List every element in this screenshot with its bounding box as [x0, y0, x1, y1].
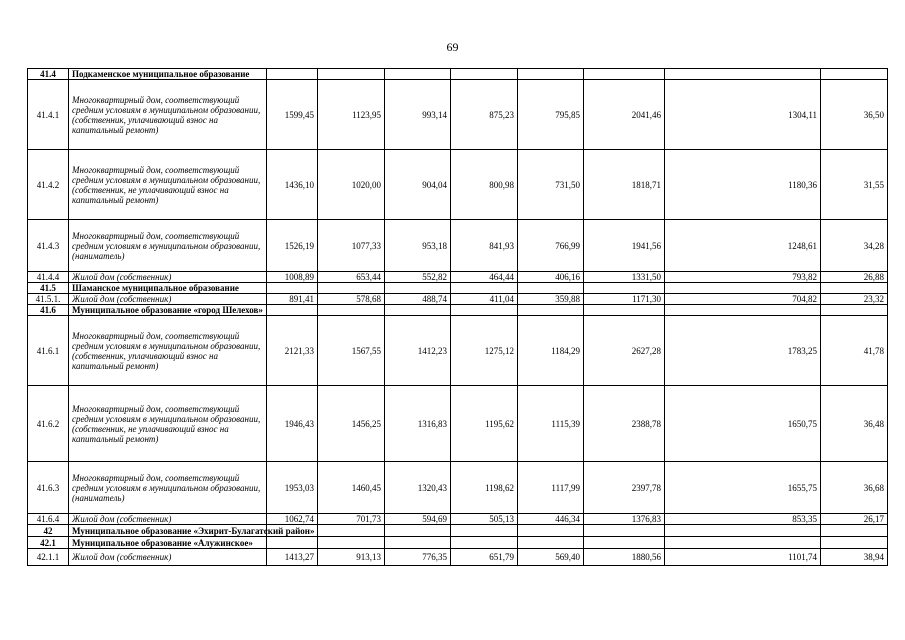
row-description: Жилой дом (собственник)	[69, 514, 267, 525]
table-row	[28, 514, 888, 525]
value-cell: 1304,11	[665, 80, 821, 150]
row-description: Многоквартирный дом, соответствующий средним условиям в муниципальном образовании, (собственник, уплачивающий взнос на капитальный ремонт)	[69, 80, 267, 150]
value-cell: 1020,00	[318, 150, 385, 220]
value-cell: 1008,89	[267, 272, 318, 283]
empty-cell	[451, 525, 518, 537]
value-cell: 1117,99	[518, 462, 584, 514]
value-cell: 1180,36	[665, 150, 821, 220]
empty-cell	[318, 305, 385, 316]
empty-cell	[665, 283, 821, 294]
section-title: Муниципальное образование «Эхирит-Булагатский район»	[69, 525, 267, 537]
value-cell: 41,78	[821, 316, 888, 386]
value-cell: 875,23	[451, 80, 518, 150]
table-row	[28, 272, 888, 283]
empty-cell	[385, 305, 451, 316]
row-code: 41.5.1.	[28, 294, 69, 305]
row-description: Многоквартирный дом, соответствующий средним условиям в муниципальном образовании, (собственник, не уплачивающий взнос на капитальный ремонт)	[69, 150, 267, 220]
value-cell: 2121,33	[267, 316, 318, 386]
value-cell: 891,41	[267, 294, 318, 305]
empty-cell	[584, 283, 665, 294]
empty-cell	[665, 69, 821, 80]
value-cell: 1198,62	[451, 462, 518, 514]
value-cell: 1436,10	[267, 150, 318, 220]
empty-cell	[385, 283, 451, 294]
value-cell: 36,68	[821, 462, 888, 514]
table-row	[28, 220, 888, 272]
empty-cell	[584, 305, 665, 316]
empty-cell	[267, 537, 318, 549]
empty-cell	[267, 305, 318, 316]
value-cell: 853,35	[665, 514, 821, 525]
value-cell: 1655,75	[665, 462, 821, 514]
section-row	[28, 305, 888, 316]
value-cell: 1599,45	[267, 80, 318, 150]
value-cell: 2041,46	[584, 80, 665, 150]
section-row	[28, 525, 888, 537]
row-description: Жилой дом (собственник)	[69, 294, 267, 305]
value-cell: 653,44	[318, 272, 385, 283]
value-cell: 1184,29	[518, 316, 584, 386]
value-cell: 2388,78	[584, 386, 665, 462]
value-cell: 1171,30	[584, 294, 665, 305]
value-cell: 505,13	[451, 514, 518, 525]
value-cell: 36,48	[821, 386, 888, 462]
table-row	[28, 80, 888, 150]
empty-cell	[518, 537, 584, 549]
empty-cell	[584, 69, 665, 80]
empty-cell	[518, 305, 584, 316]
value-cell: 26,17	[821, 514, 888, 525]
value-cell: 1818,71	[584, 150, 665, 220]
empty-cell	[318, 525, 385, 537]
value-cell: 1195,62	[451, 386, 518, 462]
value-cell: 1783,25	[665, 316, 821, 386]
value-cell: 2397,78	[584, 462, 665, 514]
row-code: 42.1	[28, 537, 69, 549]
value-cell: 1953,03	[267, 462, 318, 514]
row-code: 41.6	[28, 305, 69, 316]
row-code: 41.4.3	[28, 220, 69, 272]
table-row	[28, 462, 888, 514]
value-cell: 651,79	[451, 549, 518, 566]
value-cell: 953,18	[385, 220, 451, 272]
section-title: Муниципальное образование «Алужинское»	[69, 537, 267, 549]
empty-cell	[451, 537, 518, 549]
table-row	[28, 549, 888, 566]
value-cell: 446,34	[518, 514, 584, 525]
row-code: 41.4.4	[28, 272, 69, 283]
value-cell: 26,88	[821, 272, 888, 283]
value-cell: 793,82	[665, 272, 821, 283]
value-cell: 1123,95	[318, 80, 385, 150]
empty-cell	[451, 305, 518, 316]
value-cell: 411,04	[451, 294, 518, 305]
empty-cell	[518, 525, 584, 537]
row-description: Многоквартирный дом, соответствующий средним условиям в муниципальном образовании, (собственник, уплачивающий взнос на капитальный ремонт)	[69, 316, 267, 386]
section-title: Шаманское муниципальное образование	[69, 283, 267, 294]
value-cell: 552,82	[385, 272, 451, 283]
section-row	[28, 537, 888, 549]
value-cell: 1456,25	[318, 386, 385, 462]
row-code: 41.5	[28, 283, 69, 294]
value-cell: 36,50	[821, 80, 888, 150]
value-cell: 1567,55	[318, 316, 385, 386]
empty-cell	[821, 305, 888, 316]
value-cell: 31,55	[821, 150, 888, 220]
empty-cell	[821, 537, 888, 549]
row-code: 42	[28, 525, 69, 537]
empty-cell	[584, 525, 665, 537]
empty-cell	[267, 283, 318, 294]
value-cell: 488,74	[385, 294, 451, 305]
value-cell: 1062,74	[267, 514, 318, 525]
row-description: Жилой дом (собственник)	[69, 272, 267, 283]
row-code: 41.4.1	[28, 80, 69, 150]
value-cell: 1376,83	[584, 514, 665, 525]
value-cell: 1331,50	[584, 272, 665, 283]
value-cell: 1412,23	[385, 316, 451, 386]
value-cell: 1320,43	[385, 462, 451, 514]
value-cell: 1101,74	[665, 549, 821, 566]
page-number: 69	[446, 40, 459, 54]
section-row	[28, 69, 888, 80]
row-description: Жилой дом (собственник)	[69, 549, 267, 566]
section-title: Подкаменское муниципальное образование	[69, 69, 267, 80]
tariff-table	[27, 68, 888, 566]
empty-cell	[665, 537, 821, 549]
empty-cell	[821, 525, 888, 537]
empty-cell	[318, 537, 385, 549]
value-cell: 704,82	[665, 294, 821, 305]
value-cell: 776,35	[385, 549, 451, 566]
row-code: 41.6.3	[28, 462, 69, 514]
value-cell: 569,40	[518, 549, 584, 566]
value-cell: 1941,56	[584, 220, 665, 272]
value-cell: 1275,12	[451, 316, 518, 386]
empty-cell	[821, 69, 888, 80]
value-cell: 406,16	[518, 272, 584, 283]
value-cell: 34,28	[821, 220, 888, 272]
value-cell: 1880,56	[584, 549, 665, 566]
empty-cell	[385, 525, 451, 537]
value-cell: 993,14	[385, 80, 451, 150]
empty-cell	[665, 305, 821, 316]
value-cell: 1460,45	[318, 462, 385, 514]
section-row	[28, 283, 888, 294]
row-code: 41.4.2	[28, 150, 69, 220]
empty-cell	[584, 537, 665, 549]
empty-cell	[385, 537, 451, 549]
value-cell: 464,44	[451, 272, 518, 283]
empty-cell	[385, 69, 451, 80]
empty-cell	[451, 283, 518, 294]
value-cell: 23,32	[821, 294, 888, 305]
empty-cell	[821, 283, 888, 294]
row-code: 41.4	[28, 69, 69, 80]
value-cell: 1650,75	[665, 386, 821, 462]
row-code: 41.6.1	[28, 316, 69, 386]
value-cell: 795,85	[518, 80, 584, 150]
value-cell: 594,69	[385, 514, 451, 525]
empty-cell	[318, 283, 385, 294]
value-cell: 2627,28	[584, 316, 665, 386]
empty-cell	[518, 69, 584, 80]
empty-cell	[267, 69, 318, 80]
value-cell: 904,04	[385, 150, 451, 220]
value-cell: 1946,43	[267, 386, 318, 462]
value-cell: 1077,33	[318, 220, 385, 272]
value-cell: 701,73	[318, 514, 385, 525]
row-code: 42.1.1	[28, 549, 69, 566]
value-cell: 731,50	[518, 150, 584, 220]
row-code: 41.6.4	[28, 514, 69, 525]
value-cell: 913,13	[318, 549, 385, 566]
value-cell: 1248,61	[665, 220, 821, 272]
section-title: Муниципальное образование «город Шелехов»	[69, 305, 267, 316]
row-description: Многоквартирный дом, соответствующий средним условиям в муниципальном образовании, (собственник, не уплачивающий взнос на капитальный ремонт)	[69, 386, 267, 462]
table-row	[28, 150, 888, 220]
table-row	[28, 294, 888, 305]
empty-cell	[318, 69, 385, 80]
empty-cell	[665, 525, 821, 537]
row-description: Многоквартирный дом, соответствующий средним условиям в муниципальном образовании, (наниматель)	[69, 462, 267, 514]
value-cell: 38,94	[821, 549, 888, 566]
value-cell: 766,99	[518, 220, 584, 272]
value-cell: 1115,39	[518, 386, 584, 462]
value-cell: 841,93	[451, 220, 518, 272]
value-cell: 1413,27	[267, 549, 318, 566]
value-cell: 359,88	[518, 294, 584, 305]
empty-cell	[518, 283, 584, 294]
value-cell: 1526,19	[267, 220, 318, 272]
value-cell: 800,98	[451, 150, 518, 220]
table-row	[28, 316, 888, 386]
empty-cell	[451, 69, 518, 80]
value-cell: 1316,83	[385, 386, 451, 462]
row-code: 41.6.2	[28, 386, 69, 462]
table-row	[28, 386, 888, 462]
value-cell: 578,68	[318, 294, 385, 305]
row-description: Многоквартирный дом, соответствующий средним условиям в муниципальном образовании, (наниматель)	[69, 220, 267, 272]
